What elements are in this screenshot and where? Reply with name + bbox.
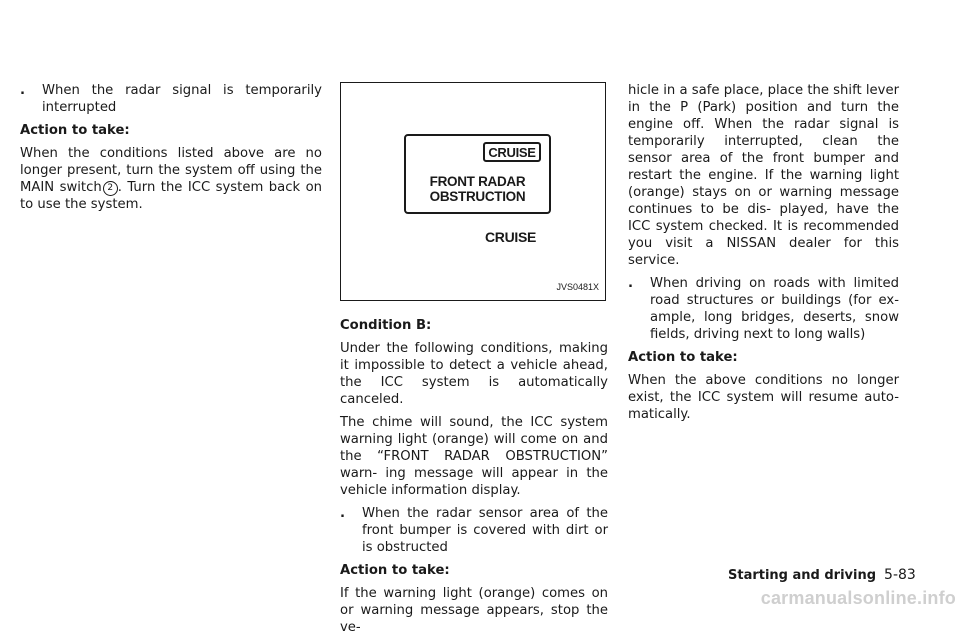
main-switch-callout-icon: 2 [103, 181, 118, 196]
action-heading: Action to take: [20, 123, 130, 138]
action-heading: Action to take: [628, 350, 738, 365]
action-heading: Action to take: [340, 563, 450, 578]
section-title: Starting and driving [728, 568, 877, 583]
warning-message-line1: FRONT RADAR [429, 174, 526, 189]
action-text-a: When the conditions listed above are no longer present, turn the system off using the MAIN switch [20, 146, 322, 195]
action-text-b: . Turn the ICC system back on to use the system. [20, 180, 322, 212]
paragraph: When the above conditions no longer exist, the ICC system will resume auto- matically. [628, 373, 899, 422]
bullet-text: When the radar signal is temporarily interrupted [42, 83, 322, 115]
bullet-text: When driving on roads with limited road structures or buildings (for ex- ample, long bridges, deserts, snow fields, driving next to long walls) [650, 276, 899, 342]
warning-display-figure [340, 82, 606, 301]
bullet-text: When the radar sensor area of the front bumper is covered with dirt or is obstructed [362, 506, 608, 555]
vehicle-information-display [404, 134, 551, 214]
bullet-marker: . [20, 83, 26, 98]
watermark: carmanualsonline.info [760, 588, 956, 608]
paragraph: Under the following conditions, making it impossible to detect a vehicle ahead, the ICC system is automatically canceled. [340, 341, 608, 407]
paragraph: If the warning light (orange) comes on or warning message appears, stop the ve- [340, 586, 608, 635]
list-item [20, 82, 322, 116]
action-paragraph [20, 145, 322, 213]
paragraph: The chime will sound, the ICC system warning light (orange) will come on and the “FRONT RADAR OBSTRUCTION” warn- ing message will appear in the vehicle information display. [340, 415, 608, 498]
list-item [628, 275, 899, 343]
cruise-indicator-label: CRUISE [485, 229, 537, 245]
warning-message-line2: OBSTRUCTION [429, 189, 526, 204]
bullet-marker: . [628, 276, 634, 291]
paragraph: hicle in a safe place, place the shift lever in the P (Park) position and turn the engine off. When the radar signal is temporarily interrupted, clean the sensor area of the front bumper and restart the engine. If the warning light (orange) stays on or warning message continues to be dis- played, have the ICC system checked. It is recommended you visit a NISSAN dealer for this service. [628, 83, 899, 268]
list-item [340, 505, 608, 556]
warning-message [406, 174, 549, 204]
left-column [20, 82, 322, 219]
page-number: 5-83 [884, 567, 916, 583]
bullet-marker: . [340, 506, 346, 521]
figure-code: JVS0481X [556, 282, 599, 292]
page-footer [728, 567, 916, 583]
right-column [628, 82, 899, 429]
condition-heading: Condition B: [340, 318, 432, 333]
cruise-badge: CRUISE [483, 142, 541, 162]
middle-column [340, 82, 608, 642]
